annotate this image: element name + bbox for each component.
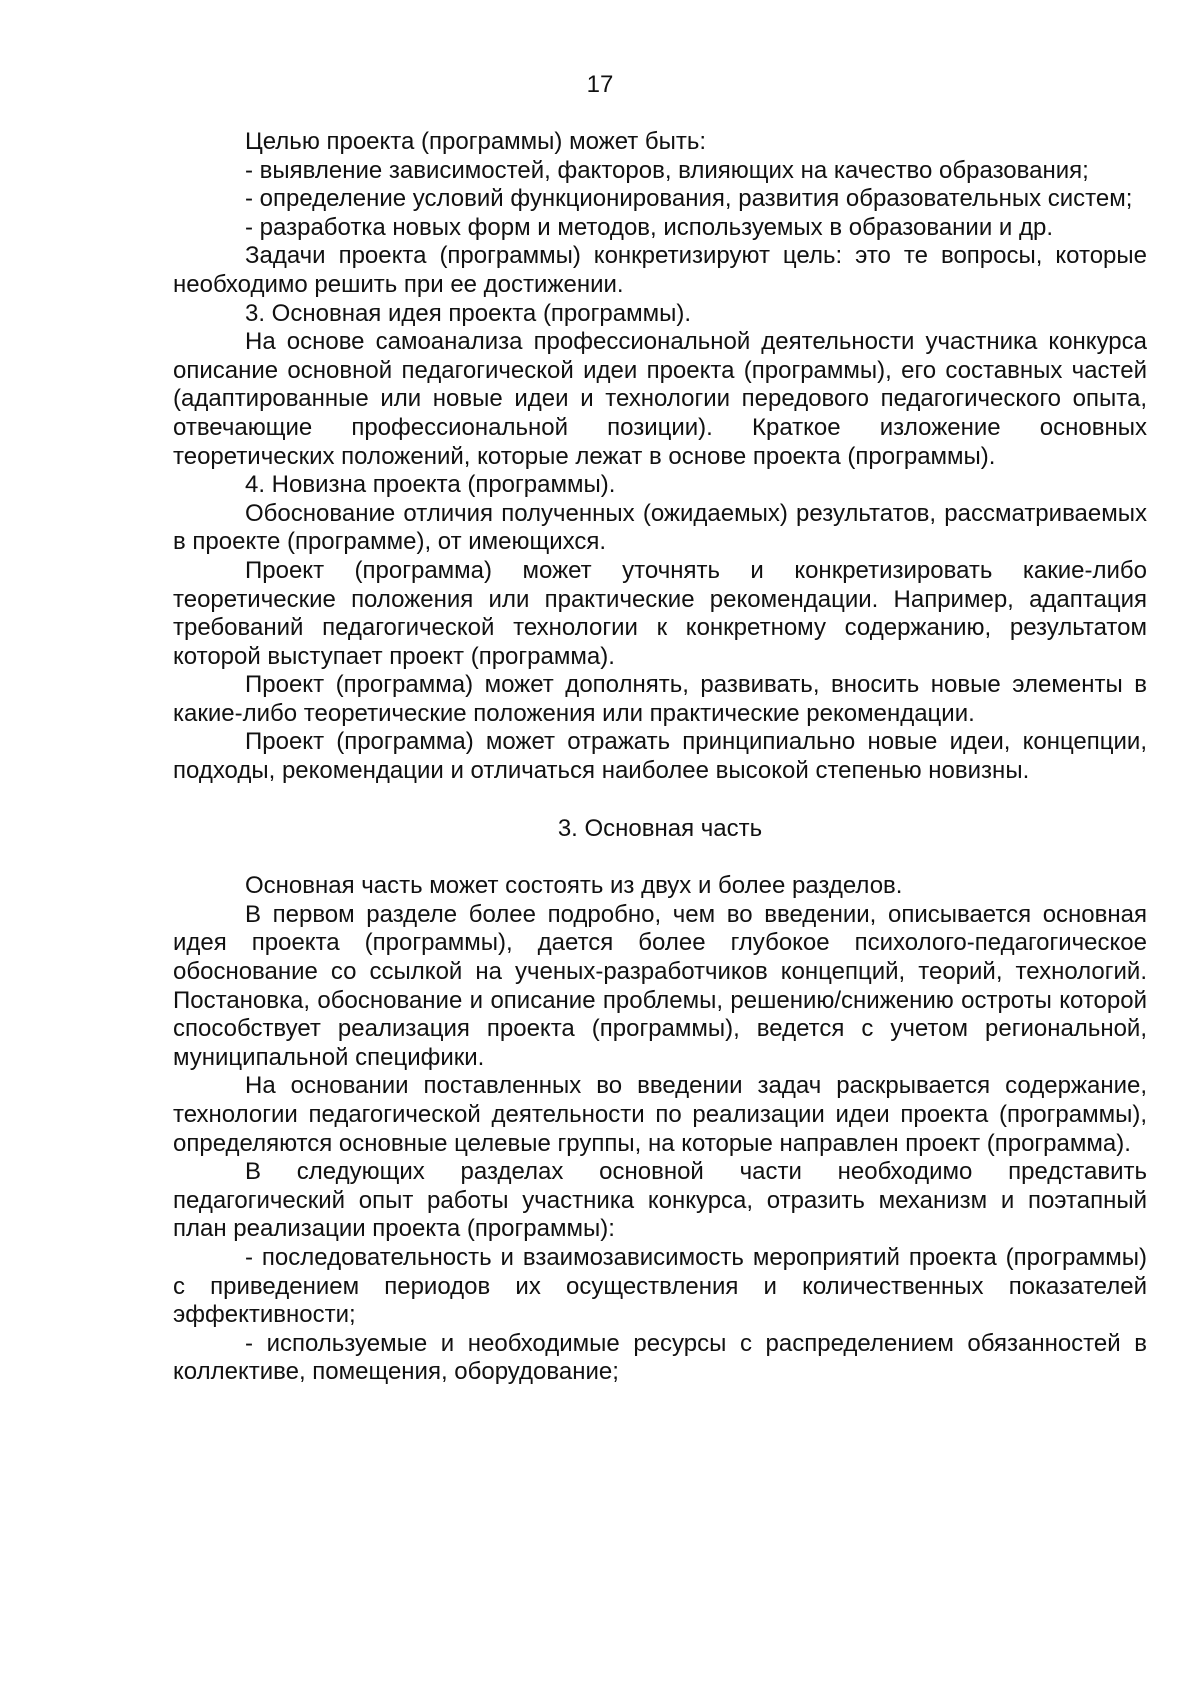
paragraph-novelty-extend: Проект (программа) может дополнять, развивать, вносить новые элементы в какие-либо теоретические положения или практические рекомендации. — [173, 671, 1147, 727]
paragraph-novelty-justification: Обоснование отличия полученных (ожидаемых) результатов, рассматриваемых в проекте (программе), от имеющихся. — [173, 499, 1147, 556]
paragraph-tasks: Задачи проекта (программы) конкретизируют цель: это те вопросы, которые необходимо решить при ее достижении. — [173, 242, 1147, 298]
paragraph-next-sections: В следующих разделах основной части необходимо представить педагогический опыт работы участника конкурса, отразить механизм и поэтапный план реализации проекта (программы): — [173, 1158, 1147, 1243]
paragraph-first-section: В первом разделе более подробно, чем во введении, описывается основная идея проекта (программы), дается более глубокое психолого-педагогическое обоснование со ссылкой на ученых-разработчиков концепций, теорий, технологий. Постановка, обоснование и описание проблемы, решению/снижению остроты которой способствует реализация проекта (программы), ведется с учетом региональной, муниципальной специфики. — [173, 900, 1147, 1071]
paragraph-goal: Целью проекта (программы) может быть: — [245, 128, 707, 155]
page-number: 17 — [586, 71, 614, 98]
list-item-conditions: - определение условий функционирования, развития образовательных систем; — [245, 185, 1133, 213]
list-item-new-forms: - разработка новых форм и методов, используемых в образовании и др. — [245, 213, 1054, 241]
paragraph-main-part-sections: Основная часть может состоять из двух и более разделов. — [245, 872, 903, 900]
paragraph-novelty-refine: Проект (программа) может уточнять и конкретизировать какие-либо теоретические положения или практические рекомендации. Например, адаптация требований педагогической технологии к конкретному содержанию, результатом которой выступает проект (программа). — [173, 556, 1147, 670]
paragraph-novelty-new-ideas: Проект (программа) может отражать принципиально новые идеи, концепции, подходы, рекомендации и отличаться наиболее высокой степенью новизны. — [173, 728, 1147, 785]
subheading-novelty: 4. Новизна проекта (программы). — [245, 471, 616, 499]
list-item-sequence: - последовательность и взаимозависимость мероприятий проекта (программы) с приведением периодов их осуществления и количественных показателей эффективности; — [173, 1243, 1147, 1329]
paragraph-main-idea: На основе самоанализа профессиональной деятельности участника конкурса описание основной педагогической идеи проекта (программы), его составных частей (адаптированные или новые идеи и технологии передового педагогического опыта, отвечающие профессиональной позиции). Краткое изложение основных теоретических положений, которые лежат в основе проекта (программы). — [173, 328, 1147, 470]
paragraph-content-technologies: На основании поставленных во введении задач раскрывается содержание, технологии педагогической деятельности по реализации идеи проекта (программы), определяются основные целевые группы, на которые направлен проект (программа). — [173, 1072, 1147, 1157]
subheading-main-idea: 3. Основная идея проекта (программы). — [245, 299, 691, 327]
section-heading-main-part: 3. Основная часть — [557, 814, 763, 842]
page-body — [173, 128, 1147, 1387]
list-item-dependencies: - выявление зависимостей, факторов, влияющих на качество образования; — [245, 156, 1089, 184]
list-item-resources: - используемые и необходимые ресурсы с распределением обязанностей в коллективе, помещения, оборудование; — [173, 1329, 1147, 1386]
